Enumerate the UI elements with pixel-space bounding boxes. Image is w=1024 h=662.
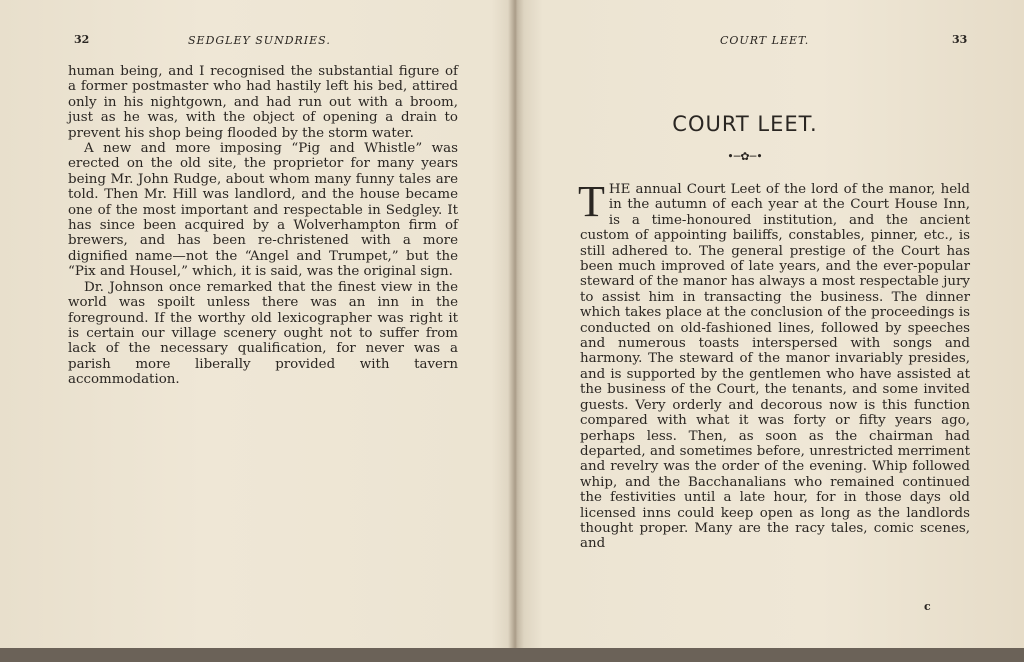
left-page bbox=[0, 0, 512, 648]
drop-cap: T bbox=[578, 177, 605, 226]
running-head-right: COURT LEET. bbox=[720, 34, 810, 47]
page-bottom-edge bbox=[0, 648, 1024, 662]
right-page bbox=[520, 0, 1024, 648]
ornament-icon: •─✿─• bbox=[727, 150, 763, 163]
signature-mark: c bbox=[924, 600, 931, 613]
paragraph: Dr. Johnson once remarked that the finest view in the world was spoilt unless there was an inn in the foreground. If the worthy old lexicographer was right it is certain our village scenery ought not to suffer from lack of the necessary qualification, for never was a parish more liberally provided with tavern accommodation. bbox=[68, 279, 458, 388]
paragraph: human being, and I recognised the substantial figure of a former postmaster who had hastily left his bed, attired only in his nightgown, and had run out with a broom, just as he was, with the object of opening a drain to prevent his shop being flooded by the storm water. bbox=[68, 64, 458, 141]
right-page-text bbox=[578, 177, 970, 552]
left-page-text bbox=[68, 64, 458, 388]
page-number-left: 32 bbox=[74, 33, 90, 46]
paragraph: A new and more imposing “Pig and Whistle” was erected on the old site, the proprietor for many years being Mr. John Rudge, about whom many funny tales are told. Then Mr. Hill was landlord, and the house became one of the most important and respectable in Sedgley. It has since been acquired by a Wolverhampton firm of brewers, and has been re-christened with a more dignified name—not the “Angel and Trumpet,” but the “Pix and Housel,” which, it is said, was the original sign. bbox=[68, 141, 458, 280]
running-head-left: SEDGLEY SUNDRIES. bbox=[188, 34, 331, 47]
paragraph: HE annual Court Leet of the lord of the manor, held in the autumn of each year at the Court House Inn, is a time-honoured institution, and the ancient custom of appointing bailiffs, constables, pinner, etc., is still adhered to. The general prestige of the Court has been much improved of late years, and the ever-popular steward of the manor has always a most respectable jury to assist him in transacting the business. The dinner which takes place at the conclusion of the proceedings is conducted on old-fashioned lines, followed by speeches and numerous toasts interspersed with songs and harmony. The steward of the manor invariably presides, and is supported by the gentlemen who have assisted at the business of the Court, the tenants, and some invited guests. Very orderly and decorous now is this function compared with what it was forty or fifty years ago, perhaps less. Then, as soon as the chairman had departed, and sometimes before, unrestricted merriment and revelry was the order of the evening. Whip followed whip, and the Bacchanalians who remained continued the festivities until a late hour, for in those days old licensed inns could keep open as long as the landlords thought proper. Many are the racy tales, comic scenes, and bbox=[580, 182, 970, 552]
book-gutter bbox=[508, 0, 524, 662]
chapter-title: COURT LEET. bbox=[672, 112, 818, 136]
page-number-right: 33 bbox=[952, 33, 968, 46]
